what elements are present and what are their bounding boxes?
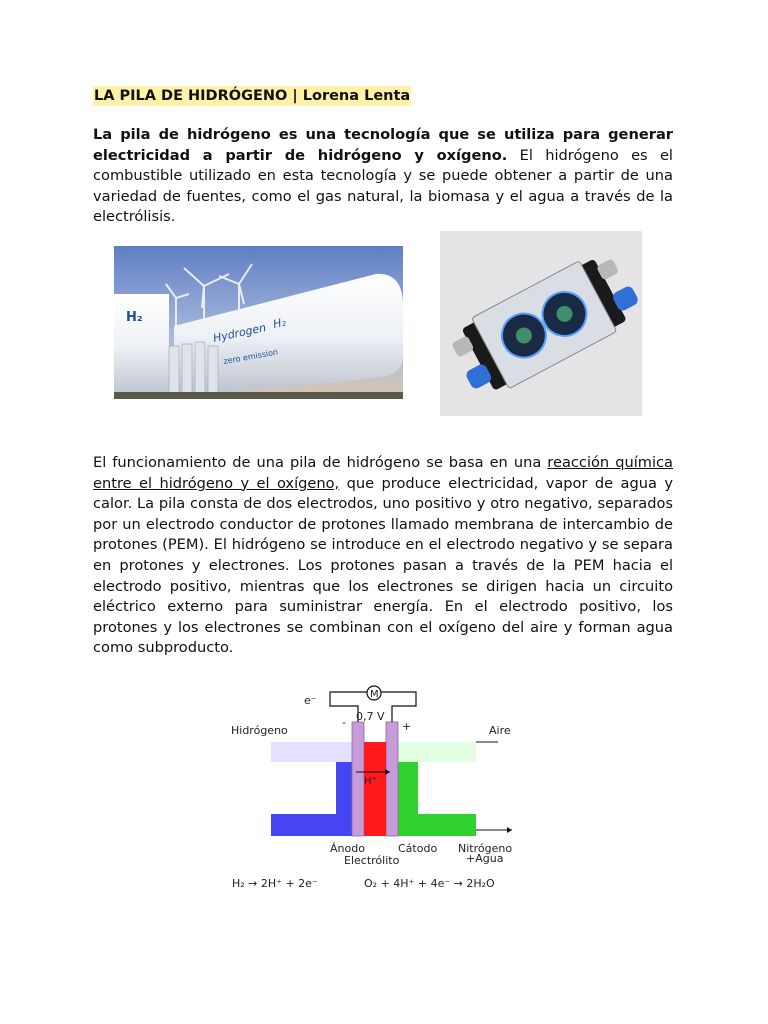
proton-label: H⁺ (364, 776, 377, 787)
electrolyte-membrane (364, 742, 386, 836)
electrolyte-label: Electrólito (344, 854, 400, 867)
outlet-label-2: +Agua (466, 852, 504, 865)
intro-paragraph (93, 125, 673, 228)
tank-label-zero-emission: zero emission (222, 347, 279, 366)
anode-label: Ánodo (330, 842, 365, 855)
electron-label: e⁻ (304, 694, 317, 707)
small-tank-label: H₂ (126, 310, 143, 325)
operation-start: El funcionamiento de una pila de hidrógeno se basa en una (93, 454, 548, 471)
intro-rest: El hidrógeno es el combustible utilizado en esta tecnología y se puede obtener a partir de una variedad de fuentes, como el gas natural, la biomasa y el agua a través de la electrólisis. (93, 146, 673, 226)
plus-sign: + (402, 720, 412, 733)
anode-electrode (352, 722, 364, 836)
motor-label: M (370, 689, 379, 700)
document-title: LA PILA DE HIDRÓGENO | Lorena Lenta (94, 88, 411, 104)
hydrogen-label: Hidrógeno (231, 724, 288, 737)
cathode-equation: O₂ + 4H⁺ + 4e⁻ → 2H₂O (364, 877, 495, 890)
cathode-label: Cátodo (398, 842, 438, 855)
intro-bold-sentence: La pila de hidrógeno es una tecnología que se utiliza para generar electricidad a partir de hidrógeno y oxígeno. (93, 126, 673, 164)
hydrogen-tank-photo (114, 246, 403, 399)
air-label: Aire (489, 724, 511, 737)
anode-equation: H₂ → 2H⁺ + 2e⁻ (232, 877, 318, 890)
tank-label-h2: H₂ (271, 315, 288, 331)
fuel-cell-photo (440, 231, 642, 416)
voltage-label: 0,7 V (356, 710, 385, 723)
minus-sign: - (342, 716, 346, 729)
chemical-reaction-link[interactable]: reacción química entre el hidrógeno y el oxígeno, (93, 454, 673, 492)
tank-label-hydrogen: Hydrogen (211, 321, 268, 345)
fuel-cell-diagram (226, 684, 526, 896)
outlet-label-1: Nitrógeno (458, 842, 513, 855)
operation-paragraph (93, 453, 673, 659)
operation-rest: que produce electricidad, vapor de agua y calor. La pila consta de dos electrodos, uno positivo y otro negativo, separados por un electrodo conductor de protones llamado membrana de intercambio de protones (PEM). El hidrógeno se introduce en el electrodo negativo y se separa en protones y electrones. Los protones pasan a través de la PEM hacia el electrodo positivo, mientras que los electrones se dirigen hacia un circuito eléctrico externo para suministrar energía. En el electrodo positivo, los protones y los electrones se combinan con el oxígeno del aire y forman agua como subproducto. (93, 474, 673, 657)
cathode-electrode (386, 722, 398, 836)
